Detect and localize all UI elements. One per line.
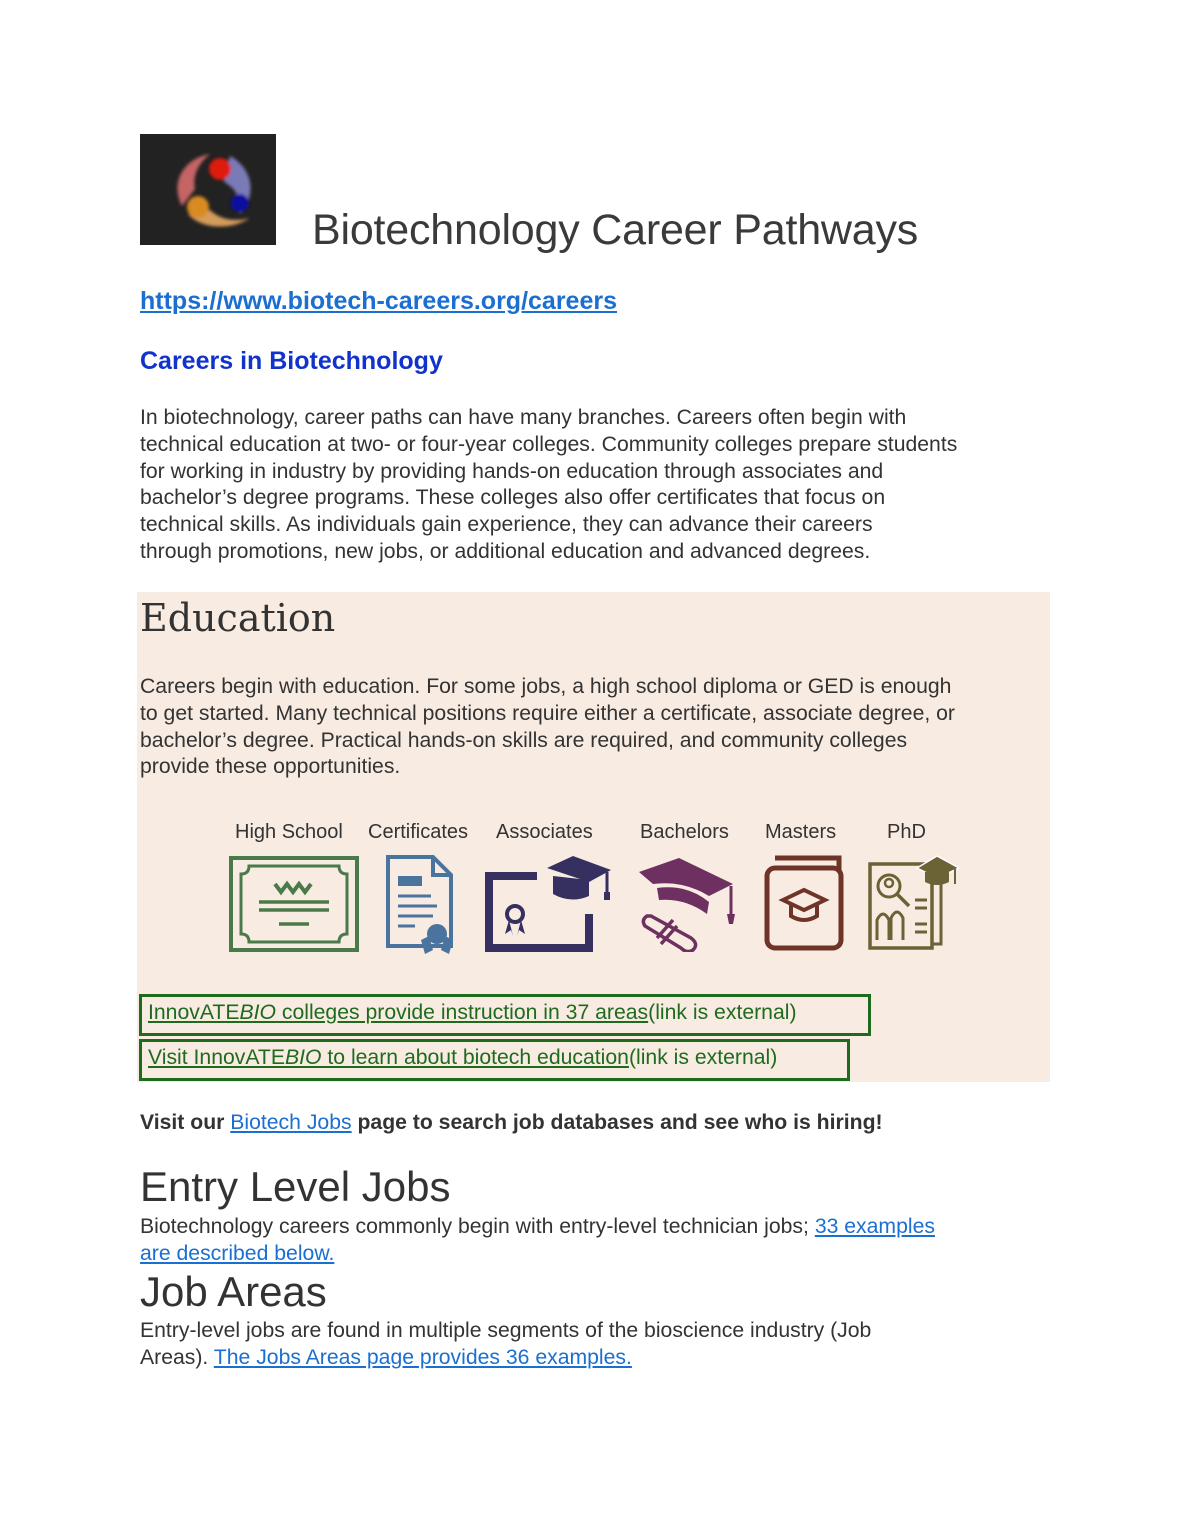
- intro-line: bachelor’s degree programs. These colleges also offer certificates that focus on: [140, 486, 886, 510]
- intro-line: for working in industry by providing hands-on education through associates and: [140, 459, 884, 483]
- grad-cap-scroll-icon: [637, 858, 741, 952]
- site-logo: [140, 134, 276, 245]
- job-areas-heading: Job Areas: [140, 1268, 327, 1315]
- education-line: to get started. Many technical positions require either a certificate, associate degree, or: [140, 701, 955, 725]
- entry-level-examples-link-cont[interactable]: are described below.: [140, 1241, 335, 1265]
- link-text[interactable]: Visit InnovATEBIO to learn about biotech education: [148, 1046, 629, 1069]
- intro-line: technical skills. As individuals gain experience, they can advance their careers: [140, 513, 873, 537]
- degree-label-associates: Associates: [496, 821, 593, 843]
- link-text[interactable]: InnovATEBIO colleges provide instruction in 37 areas: [148, 1001, 649, 1024]
- degree-label-bachelors: Bachelors: [640, 821, 729, 843]
- degree-label-phd: PhD: [887, 821, 926, 843]
- innovatebio-education-link[interactable]: [139, 1039, 850, 1081]
- biotech-jobs-link[interactable]: Biotech Jobs: [230, 1111, 352, 1134]
- external-link-note: (link is external): [628, 1046, 778, 1069]
- intro-line: through promotions, new jobs, or additional education and advanced degrees.: [140, 539, 871, 563]
- education-line: Careers begin with education. For some jobs, a high school diploma or GED is enough: [140, 675, 952, 698]
- certificate-document-icon: [385, 854, 463, 960]
- education-heading: Education: [140, 596, 336, 640]
- degree-label-certificates: Certificates: [368, 821, 469, 843]
- biotech-jobs-callout: Visit our Biotech Jobs page to search job databases and see who is hiring!: [140, 1111, 883, 1134]
- diploma-icon: [229, 856, 359, 952]
- careers-intro-paragraph: [140, 405, 1050, 566]
- job-areas-page-link[interactable]: The Jobs Areas page provides 36 examples.: [213, 1345, 632, 1369]
- external-link-note: (link is external): [648, 1001, 797, 1024]
- education-line: bachelor’s degree. Practical hands-on skills are required, and community colleges: [140, 728, 908, 752]
- intro-line: In biotechnology, career paths can have many branches. Careers often begin with: [140, 406, 907, 429]
- entry-level-examples-link[interactable]: 33 examples: [814, 1215, 935, 1238]
- education-paragraph: [140, 674, 1045, 781]
- research-paper-grad-cap-icon: [867, 854, 959, 952]
- degree-label-masters: Masters: [765, 821, 837, 843]
- education-section: [137, 592, 1050, 1082]
- entry-level-paragraph: Biotechnology careers commonly begin with entry-level technician jobs; 33 examples are described below.: [140, 1215, 935, 1265]
- book-grad-cap-icon: [763, 854, 845, 952]
- education-line: provide these opportunities.: [140, 755, 401, 779]
- source-url-link[interactable]: https://www.biotech-careers.org/careers: [140, 287, 618, 315]
- tri-color-swirl-logo-icon: [140, 134, 276, 245]
- page-title: Biotechnology Career Pathways: [312, 206, 919, 254]
- intro-line: technical education at two- or four-year colleges. Community colleges prepare students: [140, 432, 958, 456]
- innovatebio-instruction-link[interactable]: [139, 994, 871, 1036]
- job-areas-paragraph: Entry-level jobs are found in multiple segments of the bioscience industry (Job Areas). The Jobs Areas page provides 36 examples.: [140, 1319, 872, 1369]
- certificate-grad-cap-icon: [485, 854, 615, 952]
- careers-heading: Careers in Biotechnology: [140, 347, 443, 375]
- entry-level-jobs-heading: Entry Level Jobs: [140, 1163, 451, 1210]
- degree-label-high-school: High School: [235, 821, 343, 843]
